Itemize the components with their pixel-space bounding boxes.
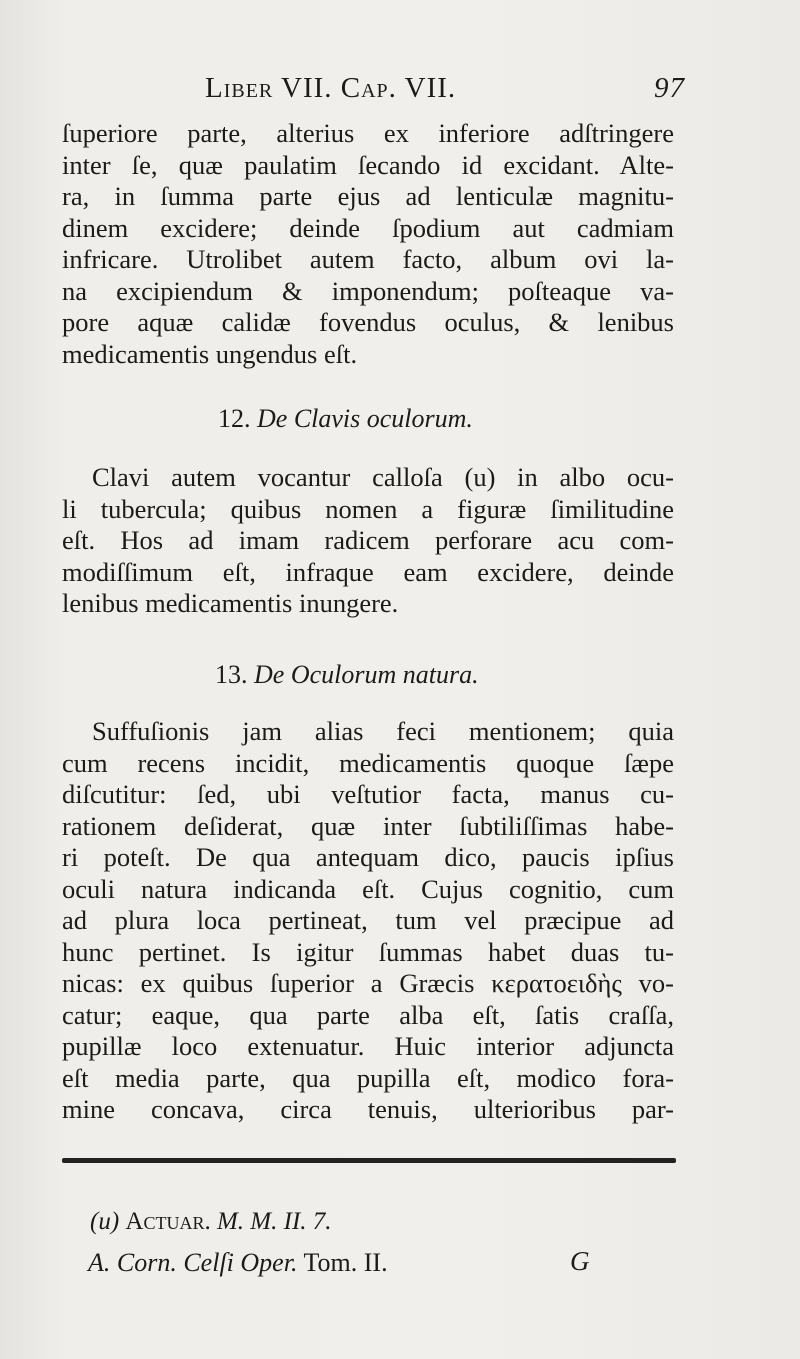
- volume-label: Tom. II.: [303, 1248, 388, 1277]
- section-number: 12.: [218, 404, 251, 433]
- footnote-source: Actuar.: [125, 1208, 211, 1235]
- section-number: 13.: [215, 660, 248, 689]
- text-line: rationem deſiderat, quæ inter ſubtiliſſimas habe-: [62, 810, 674, 841]
- paragraph-3: [62, 716, 674, 1126]
- section-heading-12: [218, 404, 473, 434]
- signature-line: [88, 1248, 388, 1278]
- footnote-marker: (u): [90, 1208, 120, 1235]
- text-line: ad plura loca pertineat, tum vel præcipue ad: [62, 905, 674, 935]
- text-line: oculi natura indicanda eſt. Cujus cognitio, cum: [62, 873, 674, 904]
- book-title: A. Corn. Celſi Oper.: [88, 1248, 298, 1277]
- text-line: pore aquæ calidæ fovendus oculus, & lenibus: [62, 307, 674, 337]
- text-line: ri poteſt. De qua antequam dico, paucis ipſius: [62, 842, 674, 872]
- text-line: catur; eaque, qua parte alba eſt, ſatis craſſa,: [62, 999, 674, 1030]
- footnote: [90, 1208, 332, 1236]
- section-title: De Clavis oculorum.: [257, 404, 473, 433]
- text-line: cum recens incidit, medicamentis quoque ſæpe: [62, 747, 674, 778]
- text-line: lenibus medicamentis inungere.: [62, 588, 399, 618]
- text-line: infricare. Utrolibet autem facto, album ovi la-: [62, 244, 674, 274]
- footnote-reference: M. M. II. 7.: [216, 1208, 332, 1235]
- text-line: Suffuſionis jam alias feci mentionem; quia: [92, 716, 674, 746]
- text-line: inter ſe, quæ paulatim ſecando id excidant. Alte-: [62, 149, 674, 180]
- text-line: medicamentis ungendus eſt.: [62, 338, 358, 369]
- text-line: li tubercula; quibus nomen a figuræ ſimilitudine: [62, 493, 674, 524]
- text-line: dinem excidere; deinde ſpodium aut cadmiam: [62, 212, 674, 243]
- section-heading-13: [215, 660, 479, 690]
- text-line: hunc pertinet. Is igitur ſummas habet duas tu-: [62, 936, 674, 967]
- section-title: De Oculorum natura.: [254, 660, 479, 689]
- running-title: Liber VII. Cap. VII.: [205, 72, 457, 104]
- printer-signature: G: [570, 1246, 590, 1276]
- text-line: ra, in ſumma parte ejus ad lenticulæ magnitu-: [62, 181, 674, 211]
- text-line: na excipiendum & imponendum; poſteaque va-: [62, 275, 674, 306]
- text-line: Clavi autem vocantur calloſa (u) in albo ocu-: [92, 462, 674, 492]
- page-number: 97: [654, 72, 685, 104]
- paragraph-2: [62, 462, 674, 620]
- text-line: ſuperiore parte, alterius ex inferiore adſtringere: [62, 118, 674, 148]
- running-header: [205, 72, 685, 116]
- text-line: diſcutitur: ſed, ubi veſtutior facta, manus cu-: [62, 779, 674, 809]
- text-line: pupillæ loco extenuatur. Huic interior adjuncta: [62, 1031, 674, 1061]
- text-line: modiſſimum eſt, infraque eam excidere, deinde: [62, 556, 674, 587]
- footnote-rule: [62, 1158, 676, 1163]
- text-line: mine concava, circa tenuis, ulterioribus par-: [62, 1094, 674, 1124]
- paragraph-1: [62, 118, 674, 370]
- text-line: eſt media parte, qua pupilla eſt, modico fora-: [62, 1062, 674, 1093]
- text-line: eſt. Hos ad imam radicem perforare acu com-: [62, 525, 674, 555]
- text-line: nicas: ex quibus ſuperior a Græcis κερατοειδὴς vo-: [62, 968, 674, 998]
